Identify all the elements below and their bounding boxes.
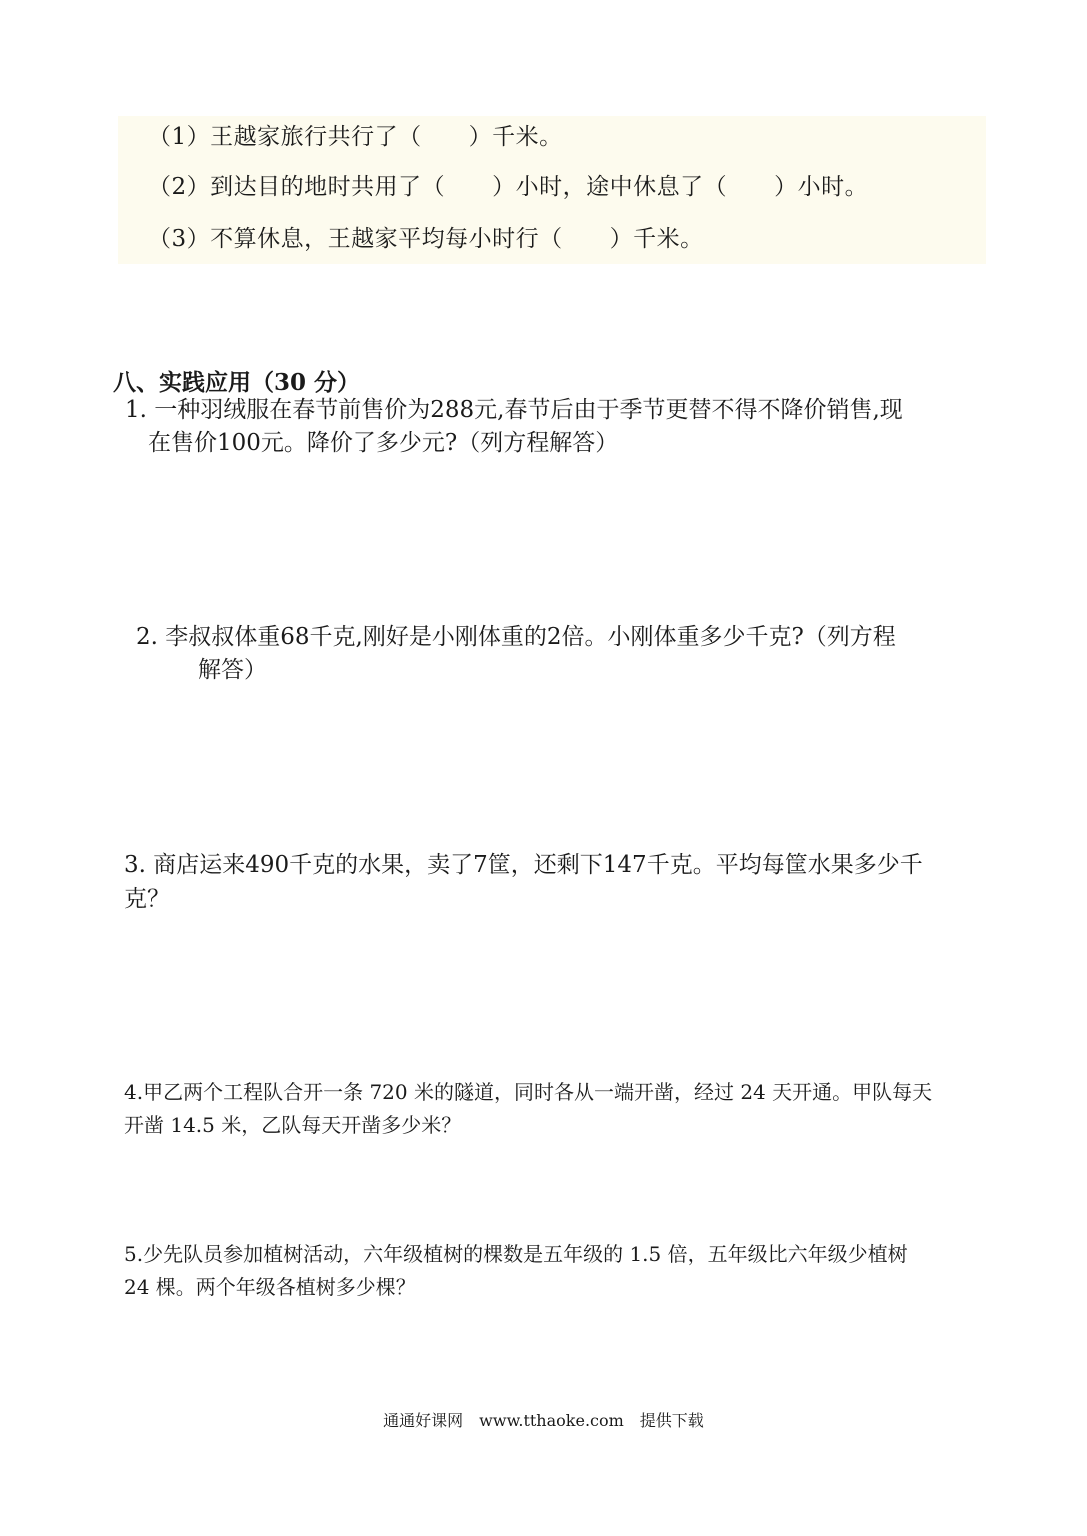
section-title: 八、实践应用（30 分） bbox=[113, 369, 361, 396]
fill-in-item-2: （2）到达目的地时共用了（ ）小时，途中休息了（ ）小时。 bbox=[148, 174, 869, 200]
question-4-line-1: 4.甲乙两个工程队合开一条 720 米的隧道，同时各从一端开凿，经过 24 天开通。甲队每天 bbox=[124, 1080, 933, 1104]
fill-in-item-1: （1）王越家旅行共行了（ ）千米。 bbox=[148, 124, 563, 150]
question-1-line-2: 在售价100元。降价了多少元?（列方程解答） bbox=[148, 430, 619, 456]
footer-text: 通通好课网 www.tthaoke.com 提供下载 bbox=[383, 1411, 704, 1430]
question-1-line-1: 1. 一种羽绒服在春节前售价为288元,春节后由于季节更替不得不降价销售,现 bbox=[125, 397, 903, 423]
question-3-line-2: 克？ bbox=[124, 886, 170, 912]
question-2-line-2: 解答） bbox=[198, 657, 267, 683]
question-5-line-1: 5.少先队员参加植树活动，六年级植树的棵数是五年级的 1.5 倍，五年级比六年级少植树 bbox=[124, 1242, 908, 1266]
question-2-line-1: 2. 李叔叔体重68千克,刚好是小刚体重的2倍。小刚体重多少千克?（列方程 bbox=[136, 624, 896, 650]
question-4-line-2: 开凿 14.5 米，乙队每天开凿多少米？ bbox=[124, 1113, 462, 1137]
fill-in-item-3: （3）不算休息，王越家平均每小时行（ ）千米。 bbox=[148, 226, 704, 252]
question-5-line-2: 24 棵。两个年级各植树多少棵？ bbox=[124, 1275, 416, 1299]
question-3-line-1: 3. 商店运来490千克的水果，卖了7筐，还剩下147千克。平均每筐水果多少千 bbox=[124, 852, 923, 878]
